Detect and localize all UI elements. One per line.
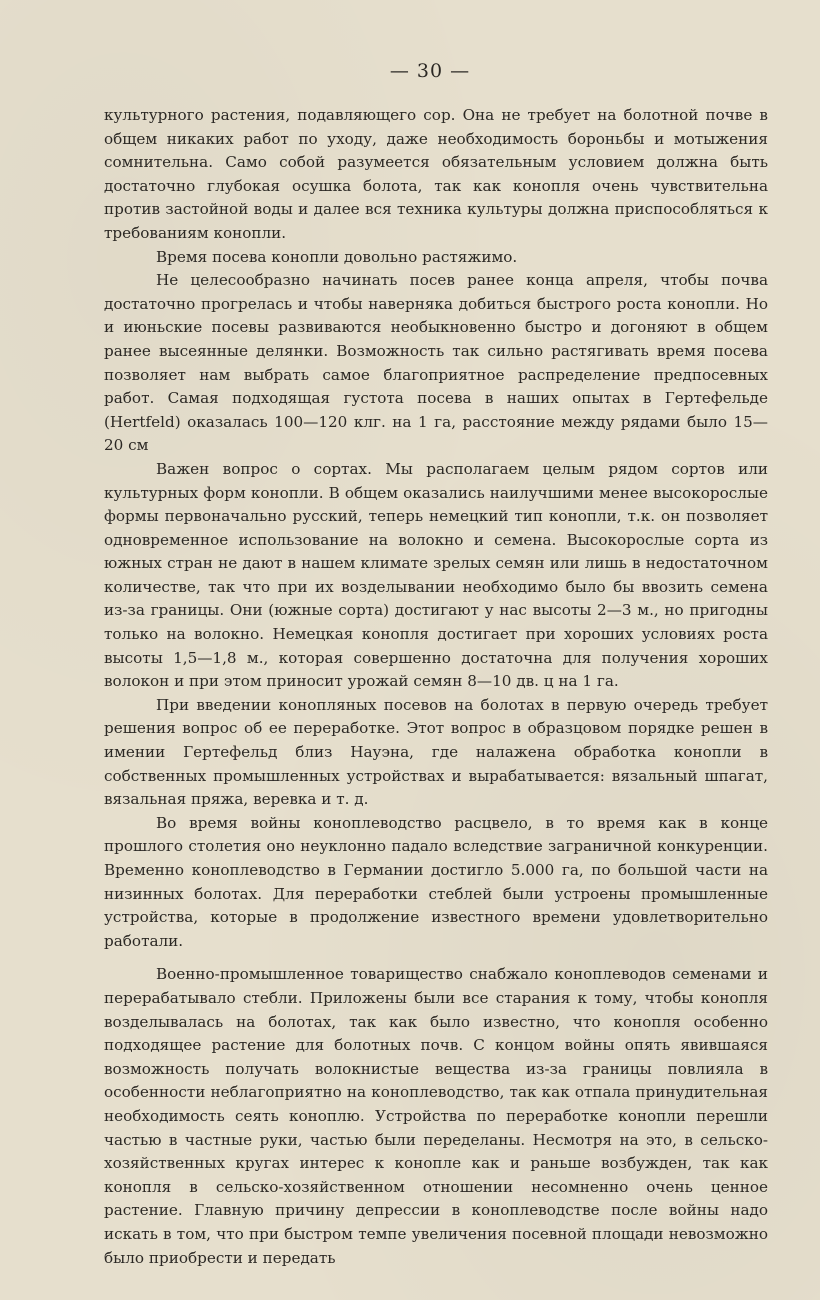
paragraph-6: Во время войны коноплеводство расцвело, в то время как в конце прошлого столетия оно неуклонно падало вследствие заграничной конкуренции. Временно коноплеводство в Германии достигло 5.000 га, по большой части на низинных болотах. Для переработки стеблей были устроены промышленные устройства, которые в продолжение известного времени удовлетворительно работали. [104,813,768,950]
paragraph-5: При введении конопляных посевов на болотах в первую очередь требует решения вопрос об ее переработке. Этот вопрос в образцовом порядке решен в имении Гертефельд близ Науэна, где налажена обработка конопли в собственных промышленных устройствах и вырабатывается: вязальный шпагат, вязальная пряжа, веревка и т. д. [104,695,768,809]
paragraph-2: Время посева конопли довольно растяжимо. [156,247,518,266]
paragraph-1: культурного растения, подавляющего сор. Она не требует на болотной почве в общем никаких работ по уходу, даже необходимость бороньбы и мотыжения сомнительна. Само собой разумеется обязательным условием должна быть достаточно глубокая осушка болота, так как конопля очень чувствительна против застойной воды и далее вся техника культуры должна приспособляться к требованиям конопли. [104,106,768,242]
paragraph-3: Не целесообразно начинать посев ранее конца апреля, чтобы почва достаточно прогрелась и чтобы наверняка добиться быстрого роста конопли. Но и июньские посевы развиваются необыкновенно быстро и догоняют в общем ранее высеянные делянки. Возможность так сильно растягивать время посева позволяет нам выбрать самое благоприятное распределение предпосевных работ. Самая подходящая густота посева в наших опытах в Гертефельде (Hertfeld) оказалась 100—120 клг. на 1 га, расстояние между рядами было 15—20 см [104,271,768,455]
paragraph-4: Важен вопрос о сортах. Мы располагаем целым рядом сортов или культурных форм конопли. В общем оказались наилучшими менее высокорослые формы первоначально русский, теперь немецкий тип конопли, т.к. он позволяет одновременное использование на волокно и семена. Высокорослые сорта из южных стран не дают в нашем климате зрелых семян или лишь в недостаточном количестве, так что при их возделывании необходимо было бы ввозить семена из-за границы. Они (южные сорта) достигают у нас высоты 2—3 м., но пригодны только на волокно. Немецкая конопля достигает при хороших условиях роста высоты 1,5—1,8 м., которая совершенно достаточна для получения хороших волокон и при этом приносит урожай семян 8—10 дв. ц на 1 га. [104,459,768,691]
body-text [104,104,768,1270]
page-number: — 30 — [389,60,471,82]
paragraph-7: Военно-промышленное товарищество снабжало коноплеводов семенами и перерабатывало стебли. Приложены были все старания к тому, чтобы конопля возделывалась на болотах, так как было известно, что конопля особенно подходящее растение для болотных почв. С концом войны опять явившаяся возможность получать волокнистые вещества из-за границы повлияла в особенности неблагоприятно на коноплеводство, так как отпала принудительная необходимость сеять коноплю. Устройства по переработке конопли перешли частью в частные руки, частью были переделаны. Несмотря на это, в сельско-хозяйственных кругах интерес к конопле как и раньше возбужден, так как конопля в сельско-хозяйственном отношении несомненно очень ценное растение. Главную причину депрессии в коноплеводстве после войны надо искать в том, что при быстром темпе увеличения посевной площади невозможно было приобрести и передать [104,965,768,1267]
